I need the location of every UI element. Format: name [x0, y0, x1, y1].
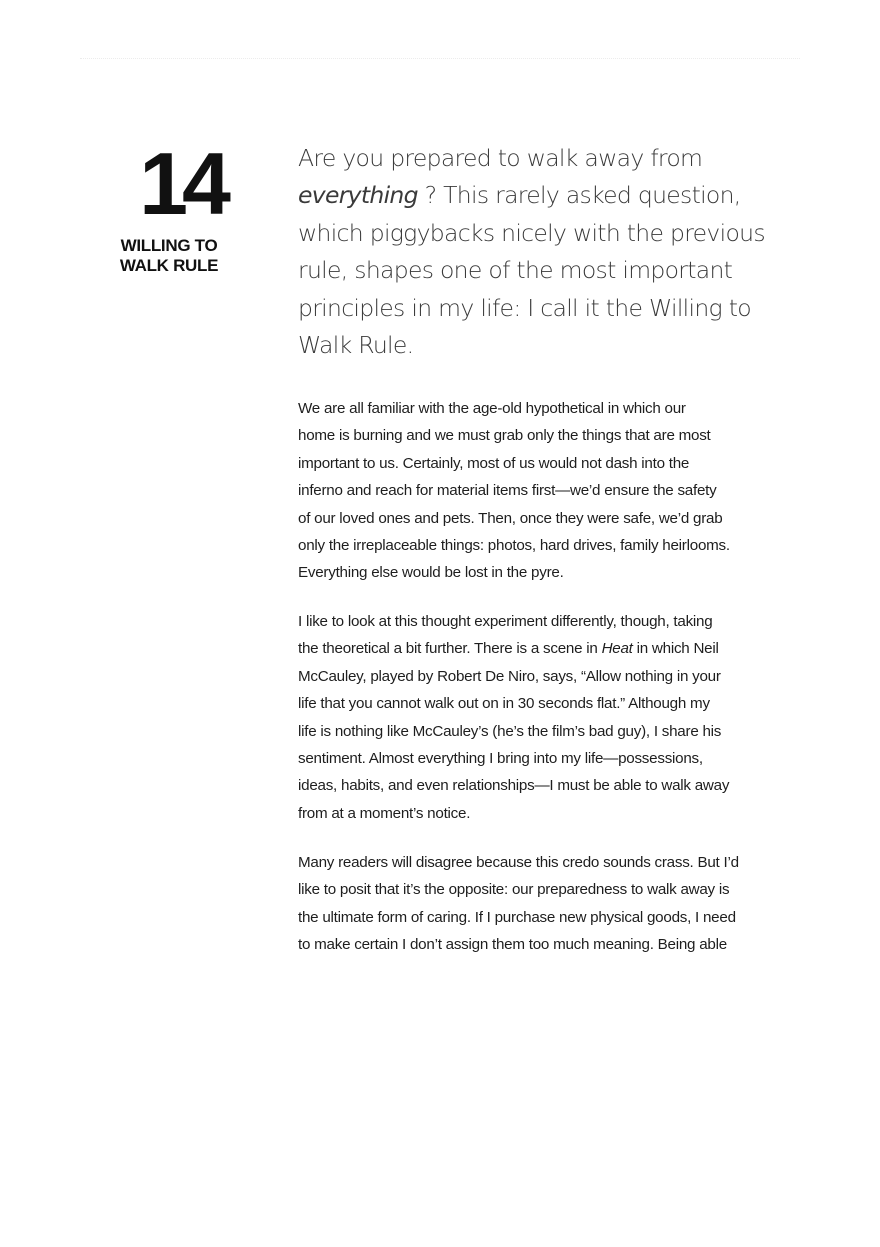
body-line: I like to look at this thought experiment differently, though, taking: [298, 613, 713, 630]
page-top-rule: [80, 58, 800, 59]
chapter-number: 14: [139, 134, 225, 233]
lead-line: which piggybacks nicely with the previous: [298, 218, 765, 247]
body-paragraph-2: [298, 608, 768, 827]
lead-line: Walk Rule.: [298, 331, 414, 360]
body-line: to make certain I don’t assign them too much meaning. Being able: [298, 936, 727, 954]
chapter-title-line: WALK RULE: [119, 256, 219, 275]
body-line: inferno and reach for material items first—we’d ensure the safety: [298, 482, 717, 500]
lead-line: Are you prepared to walk away from: [298, 144, 703, 172]
body-paragraph-1: [298, 395, 768, 587]
body-line: like to posit that it’s the opposite: our preparedness to walk away is: [298, 881, 730, 899]
body-line: Many readers will disagree because this credo sounds crass. But I’d: [298, 854, 739, 871]
body-line: life is nothing like McCauley’s (he’s the film’s bad guy), I share his: [298, 722, 722, 740]
body-line: [298, 635, 768, 662]
lead-emphasis: everything: [298, 181, 418, 210]
lead-line: rule, shapes one of the most important: [298, 256, 733, 285]
body-line: sentiment. Almost everything I bring into my life—possessions,: [298, 750, 703, 768]
body-line: home is burning and we must grab only the things that are most: [298, 427, 711, 445]
lead-line: principles in my life: I call it the Willing to: [298, 293, 751, 322]
chapter-heading: [100, 134, 228, 276]
chapter-title-line: WILLING TO: [120, 236, 218, 255]
body-line: of our loved ones and pets. Then, once they were safe, we’d grab: [298, 509, 723, 527]
lead-line: [298, 177, 760, 214]
body-line: life that you cannot walk out on in 30 seconds flat.” Although my: [298, 695, 710, 713]
chapter-title: [110, 236, 228, 276]
body-line: McCauley, played by Robert De Niro, says, “Allow nothing in your: [298, 667, 721, 685]
body-text: the theoretical a bit further. There is a scene in: [298, 640, 602, 658]
lead-text: ? This rarely asked question,: [417, 181, 741, 210]
body-line: from at a moment’s notice.: [298, 804, 471, 822]
body-line: important to us. Certainly, most of us would not dash into the: [298, 454, 690, 472]
body-paragraph-3: [298, 849, 768, 959]
lead-paragraph: [298, 140, 765, 364]
film-title: Heat: [601, 640, 633, 658]
body-line: the ultimate form of caring. If I purchase new physical goods, I need: [298, 908, 736, 926]
body-text: in which Neil: [632, 640, 719, 658]
body-line: only the irreplaceable things: photos, hard drives, family heirlooms.: [298, 537, 730, 555]
body-line: We are all familiar with the age-old hypothetical in which our: [298, 400, 686, 417]
body-line: Everything else would be lost in the pyre.: [298, 564, 564, 582]
body-line: ideas, habits, and even relationships—I must be able to walk away: [298, 777, 730, 795]
